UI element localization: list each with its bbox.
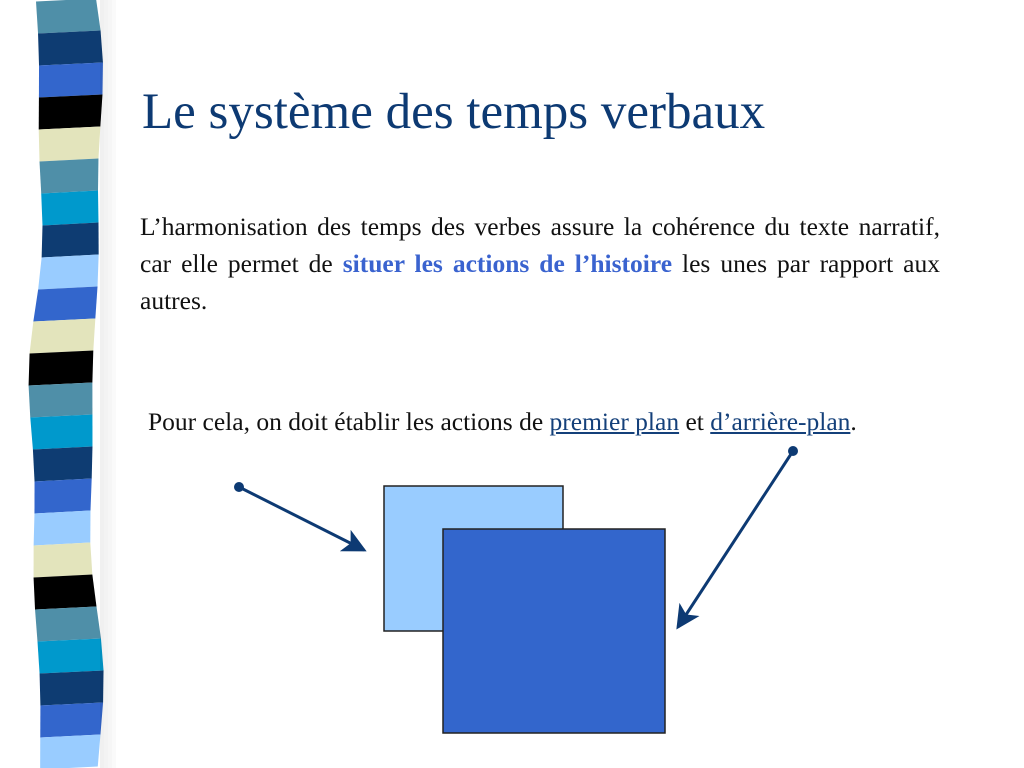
plans-text-before: Pour cela, on doit établir les actions de	[148, 407, 550, 436]
intro-highlight: situer les actions de l’histoire	[342, 249, 673, 278]
decor-stripe	[41, 191, 98, 226]
intro-text-before: L’harmonisation des temps des verbes assure la cohérence du texte narratif, car elle permet de	[140, 212, 940, 278]
decor-stripe	[29, 383, 93, 418]
decor-stripe	[33, 447, 93, 482]
decor-stripe	[38, 255, 99, 290]
arrow-to-background-plan	[234, 482, 364, 550]
arrow-left-dot	[234, 482, 244, 492]
decor-shadow	[108, 0, 112, 768]
arrow-to-foreground-plan	[678, 446, 798, 627]
intro-paragraph	[140, 208, 940, 319]
decor-stripe	[29, 351, 94, 386]
arrow-right-dot	[788, 446, 798, 456]
decor-stripe	[34, 479, 91, 514]
plans-text-after: .	[850, 407, 857, 436]
decor-shadow	[104, 0, 108, 768]
decor-stripe	[42, 223, 99, 258]
decor-stripe	[40, 703, 103, 738]
decor-stripe	[38, 31, 103, 66]
premier-plan-link[interactable]: premier plan	[549, 407, 680, 436]
decor-stripe	[39, 95, 103, 130]
plans-text-middle: et	[679, 407, 711, 436]
decor-stripe	[37, 639, 103, 674]
decor-stripe	[39, 127, 101, 162]
decor-stripe	[40, 159, 99, 194]
decor-stripe	[34, 543, 93, 578]
decorative-stripe-bar	[0, 0, 120, 768]
decor-stripe	[30, 415, 92, 450]
slide-title: Le système des temps verbaux	[142, 84, 766, 140]
decor-stripe	[39, 63, 103, 98]
arrow-right-line	[678, 451, 793, 627]
decor-shadow	[100, 0, 104, 768]
decor-stripe	[30, 319, 96, 354]
decor-shadow	[112, 0, 116, 768]
arriere-plan-link[interactable]: d’arrière-plan	[710, 407, 851, 436]
decor-stripe	[36, 0, 101, 34]
background-plan-square	[384, 486, 563, 631]
decor-stripe	[33, 287, 97, 322]
decor-stripe	[35, 607, 101, 642]
plans-paragraph	[148, 403, 923, 440]
intro-text-after: les unes par rapport aux autres.	[140, 249, 940, 315]
decor-stripe	[34, 575, 97, 610]
arrow-left-line	[239, 487, 364, 550]
decor-stripe	[34, 511, 91, 546]
foreground-plan-square	[443, 529, 665, 733]
decor-stripe	[40, 671, 104, 706]
decor-stripe	[40, 735, 100, 768]
